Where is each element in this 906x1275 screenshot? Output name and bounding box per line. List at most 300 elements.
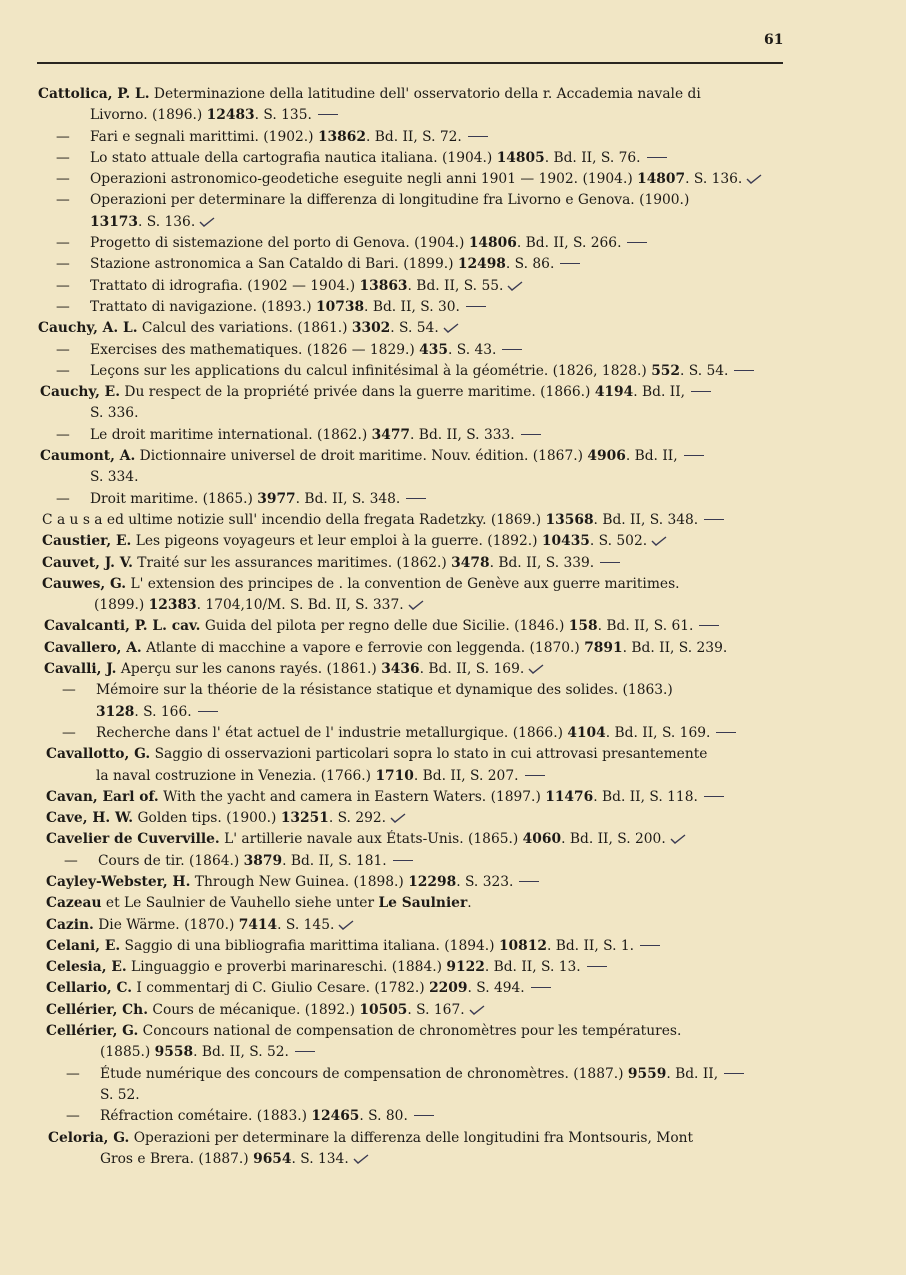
entry-line (0, 787, 906, 808)
entry-title: Recherche dans l' état actuel de l' industrie metallurgique. (1866.) (96, 724, 568, 741)
catalog-number: 12483 (206, 107, 255, 124)
entry-reference: . Bd. II, S. 76. (544, 149, 641, 166)
entry-author: Cavalcanti, P. L. cav. (44, 618, 201, 635)
pencil-stroke-icon (704, 519, 724, 520)
entry-title: Aperçu sur les canons rayés. (1861.) (116, 661, 382, 678)
catalog-number: 3436 (381, 661, 420, 678)
entry-text (46, 978, 551, 999)
entry-author: Cazin. (46, 916, 94, 933)
pencil-stroke-icon (318, 114, 338, 115)
entry-text (46, 893, 472, 914)
entry-title: Die Wärme. (1870.) (93, 916, 239, 933)
catalog-number: 10812 (498, 937, 547, 954)
entry-line (0, 1085, 906, 1106)
entry-text (90, 340, 522, 361)
entry-title: Operazioni astronomico-geodetiche eseguite negli anni 1901 — 1902. (1904.) (90, 171, 638, 188)
entry-reference: . S. 166. (134, 703, 192, 720)
entry-title: Livorno. (1896.) (90, 107, 207, 124)
entry-author: Cavallotto, G. (46, 746, 151, 763)
entry-title: Droit maritime. (1865.) (90, 490, 258, 507)
catalog-number: 1710 (375, 767, 414, 784)
entry-reference: . 1704,10/M. S. Bd. II, S. 337. (196, 597, 404, 614)
catalog-number: 4194 (594, 384, 634, 401)
entry-line (0, 1128, 906, 1149)
entry-author: Celani, E. (46, 937, 121, 954)
catalog-number: 12465 (311, 1108, 360, 1125)
entry-text (96, 766, 545, 787)
ditto-dash: — (56, 362, 70, 379)
entry-text (90, 190, 689, 211)
entry-text (46, 915, 354, 936)
entry-text (40, 446, 704, 467)
entry-title: Guida del pilota per regno delle due Sicilie. (1846.) (200, 618, 569, 635)
entry-title: Through New Guinea. (1898.) (190, 873, 409, 890)
pencil-stroke-icon (734, 370, 754, 371)
entry-reference: . S. 80. (359, 1108, 408, 1125)
pencil-stroke-icon (531, 987, 551, 988)
entry-text (42, 510, 724, 531)
entry-reference: . S. 494. (467, 980, 525, 997)
catalog-number: 4906 (587, 448, 626, 465)
catalog-number: Le Saulnier (378, 895, 468, 912)
entry-text (42, 553, 620, 574)
pencil-stroke-icon (466, 306, 486, 307)
entry-line (0, 254, 906, 275)
entry-reference: . Bd. II, S. 266. (516, 235, 622, 252)
catalog-number: 12498 (457, 256, 506, 273)
entry-reference: . (467, 895, 472, 912)
pencil-stroke-icon (627, 242, 647, 243)
entry-title: Determinazione della latitudine dell' osservatorio della r. Accademia navale di (149, 86, 701, 102)
catalog-number: 14807 (637, 171, 686, 188)
entry-reference: . Bd. II, S. 169. (419, 661, 525, 678)
entry-text (100, 1149, 369, 1170)
entry-title: Cours de tir. (1864.) (98, 852, 244, 869)
check-mark-icon (469, 1005, 485, 1015)
entry-title: Concours national de compensation de chronomètres pour les températures. (138, 1023, 682, 1040)
ditto-dash: — (56, 128, 70, 145)
entry-reference: . S. 136. (138, 213, 196, 230)
entry-line (0, 233, 906, 254)
entry-reference: . S. 135. (254, 107, 312, 124)
catalog-number: 9122 (446, 959, 485, 976)
entry-text (90, 212, 215, 233)
entry-text (100, 1064, 744, 1085)
entry-line (0, 766, 906, 787)
entry-text (96, 723, 736, 744)
catalog-number: 3128 (96, 703, 135, 720)
check-mark-icon (443, 323, 459, 333)
entry-text (38, 318, 459, 339)
entry-line (0, 553, 906, 574)
catalog-number: 7891 (584, 639, 623, 656)
entry-title: Du respect de la propriété privée dans la guerre maritime. (1866.) (120, 384, 595, 401)
catalog-number: 12298 (408, 873, 457, 890)
entry-line (0, 318, 906, 339)
page-number: 61 (764, 32, 784, 48)
entry-title: Le droit maritime international. (1862.) (90, 426, 372, 443)
catalog-number: 4104 (567, 724, 606, 741)
entry-author: Celesia, E. (46, 959, 127, 976)
entry-title: Leçons sur les applications du calcul infinitésimal à la géométrie. (1826, 1828.) (90, 362, 652, 379)
entry-author: Cavalli, J. (44, 661, 117, 678)
entry-author: Cellérier, G. (46, 1023, 139, 1040)
entry-line (0, 446, 906, 467)
entry-author: Cattolica, P. L. (38, 86, 150, 102)
entry-author: Cavan, Earl of. (46, 788, 159, 805)
entry-text (90, 489, 426, 510)
entry-reference: . Bd. II, S. 348. (295, 490, 401, 507)
entry-text (90, 276, 523, 297)
pencil-stroke-icon (502, 349, 522, 350)
entry-reference: . S. 502. (589, 533, 648, 550)
entry-title: Operazioni per determinare la differenza delle longitudini fra Montsouris, Mont (129, 1129, 694, 1146)
entry-title: I commentarj di C. Giulio Cesare. (1782.) (132, 980, 430, 997)
entry-reference: . Bd. II, S. 207. (413, 767, 519, 784)
catalog-number: 9559 (627, 1065, 667, 1082)
entry-text (94, 595, 424, 616)
entry-title: Cours de mécanique. (1892.) (148, 1001, 360, 1018)
entry-title: Golden tips. (1900.) (133, 810, 281, 827)
entry-title: (1885.) (100, 1044, 155, 1061)
entry-reference: . Bd. II, (625, 448, 678, 465)
entry-text (90, 148, 667, 169)
entry-line (0, 340, 906, 361)
entry-title: S. 334. (90, 469, 139, 486)
entry-reference: . Bd. II, S. 72. (365, 128, 462, 145)
check-mark-icon (338, 920, 354, 930)
entry-author: Cellérier, Ch. (46, 1001, 148, 1018)
entry-reference: . S. 136. (685, 171, 743, 188)
catalog-number: 158 (568, 618, 598, 635)
entry-line (0, 148, 906, 169)
entry-text (44, 659, 544, 680)
catalog-number: 3977 (257, 490, 296, 507)
entry-author: Cayley-Webster, H. (46, 873, 191, 890)
entry-title: Trattato di navigazione. (1893.) (90, 298, 317, 315)
entry-reference: . Bd. II, (633, 384, 686, 401)
bibliography-entries (0, 84, 906, 1170)
pencil-stroke-icon (295, 1051, 315, 1052)
entry-line (0, 893, 906, 914)
catalog-number: 13251 (280, 810, 329, 827)
entry-line (0, 276, 906, 297)
entry-author: Cavallero, A. (44, 639, 142, 656)
entry-title: Stazione astronomica a San Cataldo di Bari. (1899.) (90, 256, 458, 273)
entry-title: S. 52. (100, 1086, 140, 1103)
check-mark-icon (199, 217, 215, 227)
catalog-number: 12383 (148, 597, 197, 614)
entry-title: Réfraction cométaire. (1883.) (100, 1108, 312, 1125)
entry-author: Caustier, E. (42, 533, 132, 550)
ditto-dash: — (64, 852, 78, 869)
ditto-dash: — (56, 235, 70, 252)
pencil-stroke-icon (587, 966, 607, 967)
entry-text (98, 851, 413, 872)
ditto-dash: — (56, 171, 70, 188)
entry-reference: . S. 292. (328, 810, 387, 827)
entry-reference: . Bd. II, S. 200. (561, 831, 666, 848)
entry-title: Dictionnaire universel de droit maritime. Nouv. édition. (1867.) (135, 448, 588, 465)
entry-author: Cavelier de Cuverville. (46, 831, 220, 848)
entry-line (0, 190, 906, 211)
catalog-number: 9654 (253, 1150, 292, 1167)
entry-author: Cauwes, G. (42, 575, 127, 592)
entry-text (40, 382, 711, 403)
entry-line (0, 1149, 906, 1170)
catalog-number: 4060 (522, 831, 562, 848)
pencil-stroke-icon (560, 263, 580, 264)
entry-line (0, 808, 906, 829)
entry-title: Traité sur les assurances maritimes. (1862.) (132, 554, 452, 571)
entry-line (0, 510, 906, 531)
entry-reference: . Bd. II, S. 118. (593, 788, 698, 805)
entry-text (100, 1085, 140, 1106)
catalog-number: 2209 (429, 980, 468, 997)
pencil-stroke-icon (684, 455, 704, 456)
entry-line (0, 382, 906, 403)
entry-line (0, 723, 906, 744)
catalog-number: 10435 (541, 533, 590, 550)
entry-text (90, 425, 541, 446)
entry-text (46, 872, 539, 893)
entry-line (0, 915, 906, 936)
entry-text (46, 1000, 485, 1021)
catalog-number: 13863 (359, 277, 408, 294)
pencil-stroke-icon (393, 860, 413, 861)
entry-reference: . Bd. II, S. 52. (193, 1044, 289, 1061)
catalog-number: 7414 (238, 916, 278, 933)
pencil-stroke-icon (716, 732, 736, 733)
entry-line (0, 595, 906, 616)
entry-text (90, 467, 138, 488)
entry-line (0, 84, 906, 105)
entry-title: Les pigeons voyageurs et leur emploi à la guerre. (1892.) (131, 533, 542, 550)
entry-text (90, 105, 338, 126)
ditto-dash: — (66, 1065, 80, 1082)
check-mark-icon (651, 536, 667, 546)
entry-line (0, 127, 906, 148)
ditto-dash: — (62, 682, 76, 699)
catalog-number: 11476 (545, 788, 594, 805)
entry-author: Cellario, C. (46, 980, 133, 997)
catalog-number: 10738 (316, 298, 365, 315)
entry-line (0, 616, 906, 637)
entry-text (42, 531, 667, 552)
entry-text (46, 957, 607, 978)
entry-reference: . Bd. II, S. 348. (593, 511, 699, 528)
entry-reference: . Bd. II, S. 30. (364, 298, 460, 315)
entry-reference: . Bd. II, S. 1. (546, 937, 635, 954)
entry-author: Cazeau (46, 895, 102, 912)
pencil-stroke-icon (198, 711, 218, 712)
entry-title: la naval costruzione in Venezia. (1766.) (96, 767, 376, 784)
pencil-stroke-icon (647, 157, 667, 158)
entry-title: Trattato di idrografia. (1902 — 1904.) (90, 277, 360, 294)
entry-text (42, 574, 680, 595)
entry-line (0, 702, 906, 723)
entry-line (0, 297, 906, 318)
entry-line (0, 829, 906, 850)
entry-text (46, 936, 660, 957)
entry-line (0, 105, 906, 126)
ditto-dash: — (56, 490, 70, 507)
entry-title: Gros e Brera. (1887.) (100, 1150, 254, 1167)
entry-title: Calcul des variations. (1861.) (137, 320, 352, 337)
entry-reference: . S. 43. (447, 341, 497, 358)
entry-line (0, 169, 906, 190)
pencil-stroke-icon (521, 434, 541, 435)
ditto-dash: — (56, 277, 70, 294)
catalog-number: 13568 (545, 511, 594, 528)
entry-text (96, 680, 673, 701)
entry-text (46, 787, 724, 808)
entry-title: et Le Saulnier de Vauhello siehe unter (101, 895, 379, 912)
catalog-number: 10505 (359, 1001, 408, 1018)
entry-reference: . S. 323. (456, 873, 514, 890)
entry-reference: . Bd. II, S. 333. (410, 426, 515, 443)
entry-text (90, 297, 486, 318)
check-mark-icon (353, 1154, 369, 1164)
entry-text (90, 403, 138, 424)
entry-reference: . S. 54. (390, 320, 439, 337)
entry-title: Exercises des mathematiques. (1826 — 1829.) (90, 341, 420, 358)
entry-line (0, 1064, 906, 1085)
pencil-stroke-icon (691, 391, 711, 392)
catalog-number: 3879 (243, 852, 283, 869)
ditto-dash: — (56, 426, 70, 443)
catalog-number: 9558 (154, 1044, 194, 1061)
check-mark-icon (746, 174, 762, 184)
entry-line (0, 361, 906, 382)
pencil-stroke-icon (525, 775, 545, 776)
catalog-number: 14805 (496, 149, 545, 166)
entry-text (90, 361, 754, 382)
entry-text (44, 616, 719, 637)
entry-title: Linguaggio e proverbi marinareschi. (1884.) (126, 959, 447, 976)
entry-line (0, 467, 906, 488)
pencil-stroke-icon (699, 625, 719, 626)
entry-line (0, 1106, 906, 1127)
entry-author: Cauvet, J. V. (42, 554, 133, 571)
entry-line (0, 659, 906, 680)
entry-author: Caumont, A. (40, 448, 136, 465)
entry-title: (1899.) (94, 597, 149, 614)
entry-line (0, 574, 906, 595)
entry-text (90, 127, 488, 148)
entry-title: Saggio di osservazioni particolari sopra lo stato in cui attrovasi presantemente (150, 746, 708, 763)
entry-author: Cauchy, E. (40, 384, 121, 401)
pencil-stroke-icon (414, 1115, 434, 1116)
entry-text (48, 1128, 693, 1149)
check-mark-icon (528, 664, 544, 674)
entry-title: L' extension des principes de . la convention de Genève aux guerre maritimes. (126, 575, 680, 592)
catalog-number: 3302 (351, 320, 391, 337)
catalog-number: 435 (419, 341, 448, 358)
pencil-stroke-icon (519, 881, 539, 882)
entry-line (0, 1021, 906, 1042)
pencil-stroke-icon (406, 498, 426, 499)
entry-reference: . S. 145. (277, 916, 335, 933)
entry-text (90, 254, 580, 275)
entry-line (0, 872, 906, 893)
entry-text (46, 808, 406, 829)
entry-reference: . S. 134. (291, 1150, 349, 1167)
entry-line (0, 212, 906, 233)
ditto-dash: — (56, 298, 70, 315)
entry-line (0, 1000, 906, 1021)
entry-line (0, 851, 906, 872)
entry-text (46, 1021, 681, 1042)
entry-reference: . Bd. II, S. 169. (605, 724, 711, 741)
entry-line (0, 936, 906, 957)
catalog-number: 3478 (451, 554, 490, 571)
entry-title: Mémoire sur la théorie de la résistance statique et dynamique des solides. (1863.) (96, 682, 673, 699)
check-mark-icon (507, 281, 523, 291)
entry-reference: . Bd. II, S. 13. (484, 959, 581, 976)
entry-text (90, 169, 762, 190)
catalog-number: 14806 (468, 235, 517, 252)
entry-title: Lo stato attuale della cartografia nautica italiana. (1904.) (90, 149, 497, 166)
entry-title: Saggio di una bibliografia marittima italiana. (1894.) (120, 937, 499, 954)
entry-line (0, 680, 906, 701)
entry-reference: . S. 167. (407, 1001, 465, 1018)
entry-title: With the yacht and camera in Eastern Waters. (1897.) (158, 788, 546, 805)
ditto-dash: — (66, 1108, 80, 1125)
entry-text (100, 1042, 315, 1063)
entry-reference: . Bd. II, (666, 1065, 719, 1082)
entry-text (46, 744, 707, 765)
entry-line (0, 957, 906, 978)
entry-author: Cauchy, A. L. (38, 320, 138, 337)
entry-line (0, 638, 906, 659)
entry-text (38, 84, 701, 105)
entry-title: Fari e segnali marittimi. (1902.) (90, 128, 318, 145)
entry-reference: . Bd. II, S. 181. (282, 852, 387, 869)
entry-text (96, 702, 218, 723)
check-mark-icon (390, 813, 406, 823)
entry-text (90, 233, 647, 254)
ditto-dash: — (62, 724, 76, 741)
entry-line (0, 744, 906, 765)
entry-line (0, 978, 906, 999)
entry-author: Cave, H. W. (46, 810, 134, 827)
pencil-stroke-icon (724, 1073, 744, 1074)
catalog-number: 3477 (371, 426, 411, 443)
catalog-number: 552 (651, 362, 680, 379)
entry-reference: . Bd. II, S. 239. (622, 639, 728, 656)
entry-title: Étude numérique des concours de compensation de chronomètres. (1887.) (100, 1065, 628, 1082)
entry-title: Progetto di sistemazione del porto di Genova. (1904.) (90, 235, 469, 252)
pencil-stroke-icon (468, 136, 488, 137)
ditto-dash: — (56, 256, 70, 273)
entry-text (100, 1106, 434, 1127)
entry-title: Operazioni per determinare la differenza di longitudine fra Livorno e Genova. (1900.) (90, 192, 690, 209)
check-mark-icon (670, 834, 686, 844)
entry-line (0, 403, 906, 424)
header-rule (37, 62, 783, 64)
ditto-dash: — (56, 149, 70, 166)
entry-line (0, 489, 906, 510)
entry-reference: . Bd. II, S. 55. (407, 277, 504, 294)
entry-text (44, 638, 727, 659)
entry-title: L' artillerie navale aux États-Unis. (1865.) (219, 831, 523, 848)
pencil-stroke-icon (640, 945, 660, 946)
entry-line (0, 531, 906, 552)
entry-title: Atlante di macchine a vapore e ferrovie con leggenda. (1870.) (141, 639, 585, 656)
entry-reference: . Bd. II, S. 61. (597, 618, 694, 635)
ditto-dash: — (56, 192, 70, 209)
